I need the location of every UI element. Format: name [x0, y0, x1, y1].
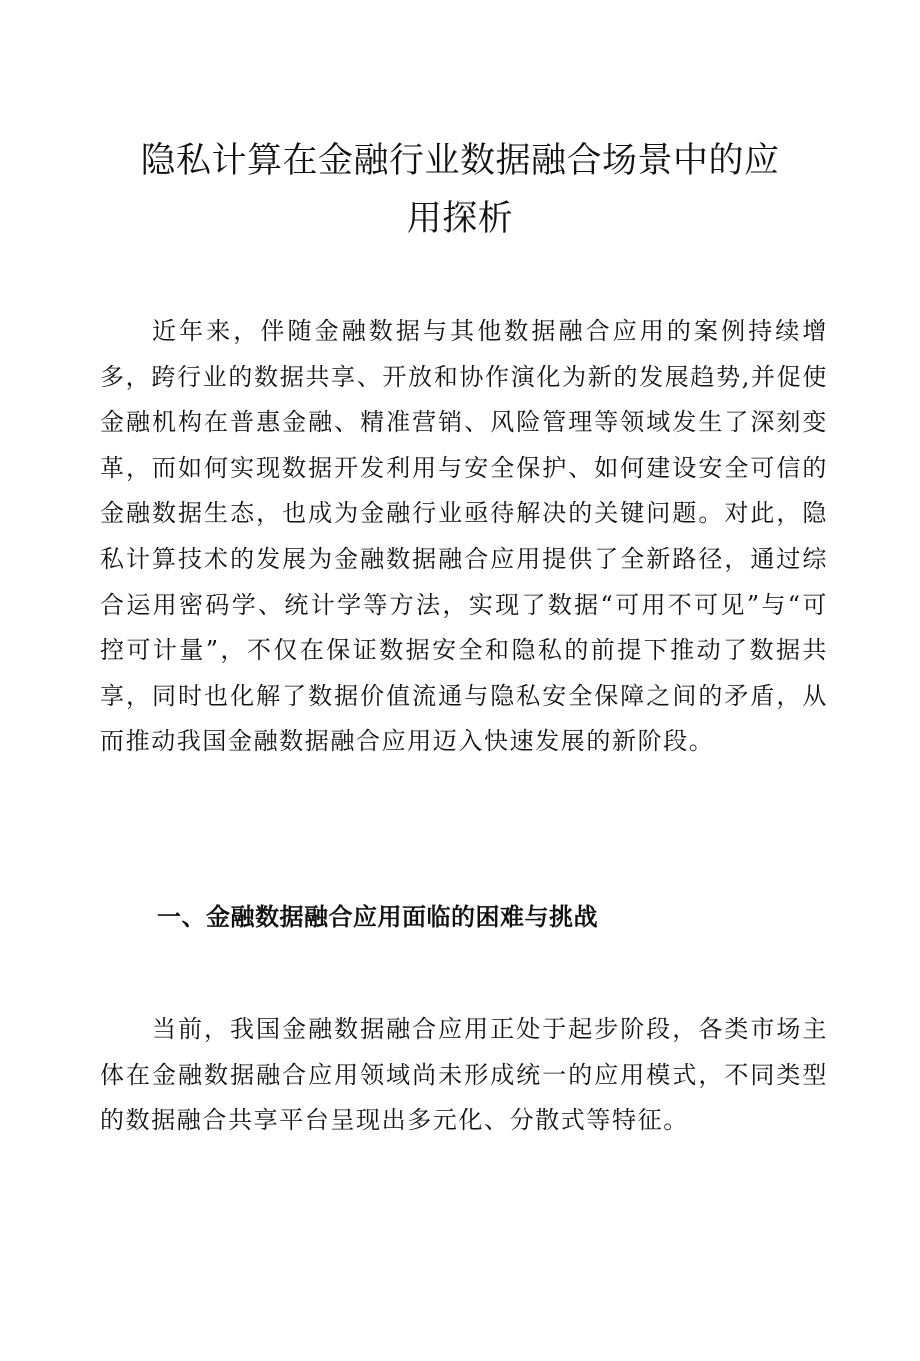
document-title — [100, 132, 820, 248]
intro-paragraph: 近年来，伴随金融数据与其他数据融合应用的案例持续增多，跨行业的数据共享、开放和协作演化为新的发展趋势,并促使金融机构在普惠金融、精准营销、风险管理等领域发生了深刻变革，而如何实现数据开发利用与安全保护、如何建设安全可信的金融数据生态，也成为金融行业亟待解决的关键问题。对此，隐私计算技术的发展为金融数据融合应用提供了全新路径，通过综合运用密码学、统计学等方法，实现了数据“可用不可见”与“可控可计量”，不仅在保证数据安全和隐私的前提下推动了数据共享，同时也化解了数据价值流通与隐私安全保障之间的矛盾，从而推动我国金融数据融合应用迈入快速发展的新阶段。 — [100, 317, 828, 756]
document-title-line-1: 隐私计算在金融行业数据融合场景中的应 — [140, 141, 780, 181]
section-1-paragraph: 当前，我国金融数据融合应用正处于起步阶段，各类市场主体在金融数据融合应用领域尚未形成统一的应用模式，不同类型的数据融合共享平台呈现出多元化、分散式等特征。 — [100, 1015, 828, 1135]
document-title-line-2: 用探析 — [406, 199, 514, 239]
section-heading-1: 一、金融数据融合应用面临的困难与挑战 — [157, 903, 598, 931]
